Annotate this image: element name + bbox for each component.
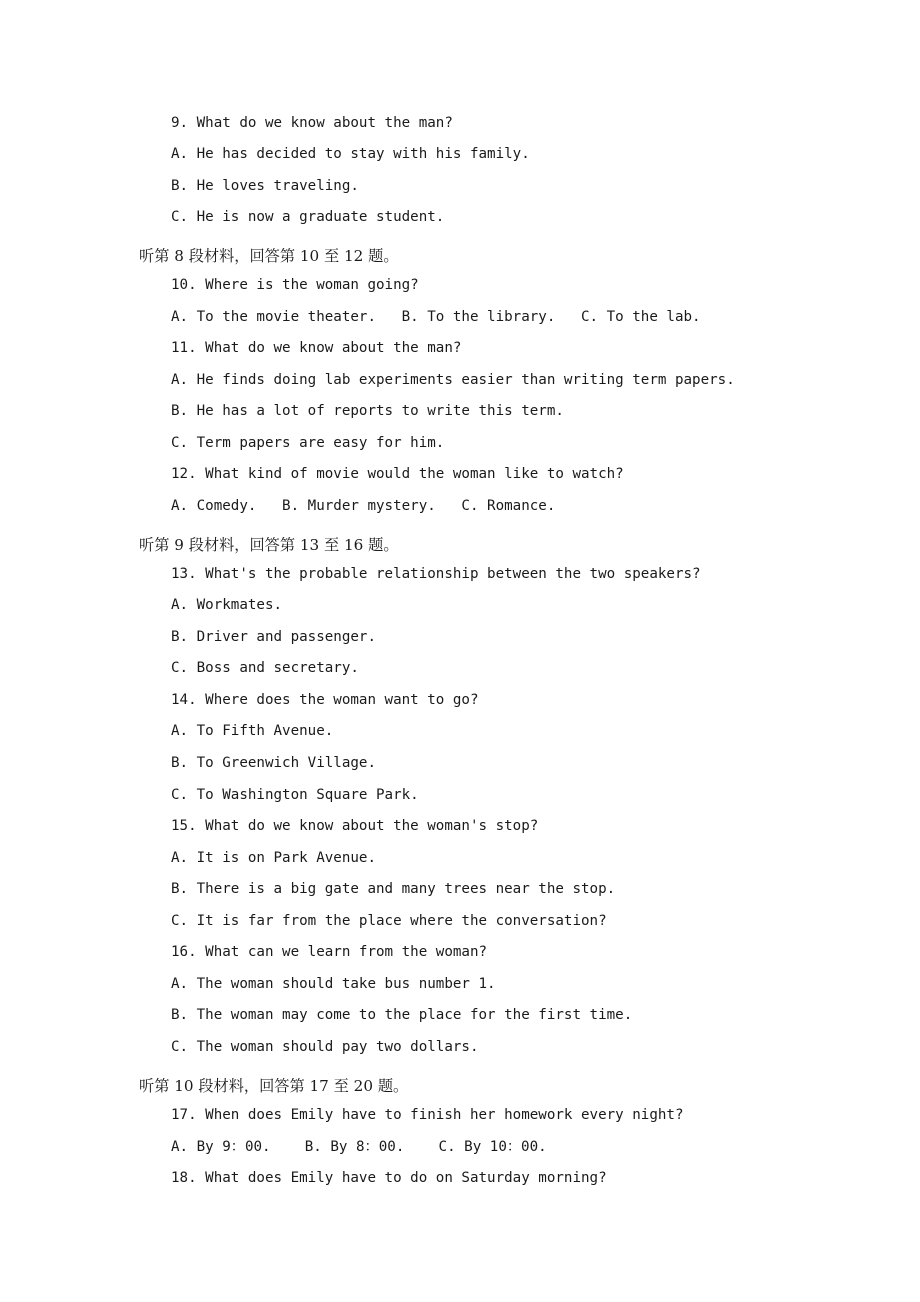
- section-heading-9: 听第 9 段材料，回答第 13 至 16 题。: [139, 536, 399, 554]
- question-15-option-c: C. It is far from the place where the conversation?: [171, 913, 607, 929]
- question-14: 14. Where does the woman want to go?: [171, 692, 479, 708]
- question-15: 15. What do we know about the woman's stop?: [171, 818, 539, 834]
- question-18: 18. What does Emily have to do on Saturday morning?: [171, 1170, 607, 1186]
- question-15-option-a: A. It is on Park Avenue.: [171, 850, 376, 866]
- question-9-option-c: C. He is now a graduate student.: [171, 209, 445, 225]
- question-9: 9. What do we know about the man?: [171, 115, 453, 131]
- question-13-option-b: B. Driver and passenger.: [171, 629, 376, 645]
- question-13: 13. What's the probable relationship between the two speakers?: [171, 566, 701, 582]
- question-12: 12. What kind of movie would the woman like to watch?: [171, 466, 624, 482]
- question-10-options: A. To the movie theater. B. To the library. C. To the lab.: [171, 309, 701, 325]
- question-13-option-a: A. Workmates.: [171, 597, 283, 613]
- question-16-option-a: A. The woman should take bus number 1.: [171, 976, 496, 992]
- question-16: 16. What can we learn from the woman?: [171, 944, 488, 960]
- section-heading-8: 听第 8 段材料，回答第 10 至 12 题。: [139, 247, 399, 265]
- question-17-options: A. By 9：00. B. By 8：00. C. By 10：00.: [171, 1139, 547, 1155]
- question-11-option-b: B. He has a lot of reports to write this term.: [171, 403, 564, 419]
- question-12-options: A. Comedy. B. Murder mystery. C. Romance.: [171, 498, 556, 514]
- question-11-option-a: A. He finds doing lab experiments easier than writing term papers.: [171, 372, 735, 388]
- question-14-option-a: A. To Fifth Avenue.: [171, 723, 334, 739]
- question-13-option-c: C. Boss and secretary.: [171, 660, 359, 676]
- question-9-option-a: A. He has decided to stay with his family.: [171, 146, 530, 162]
- section-heading-10: 听第 10 段材料，回答第 17 至 20 题。: [139, 1077, 409, 1095]
- question-11: 11. What do we know about the man?: [171, 340, 462, 356]
- question-17: 17. When does Emily have to finish her homework every night?: [171, 1107, 684, 1123]
- question-14-option-c: C. To Washington Square Park.: [171, 787, 419, 803]
- question-10: 10. Where is the woman going?: [171, 277, 419, 293]
- question-15-option-b: B. There is a big gate and many trees near the stop.: [171, 881, 616, 897]
- question-14-option-b: B. To Greenwich Village.: [171, 755, 376, 771]
- question-9-option-b: B. He loves traveling.: [171, 178, 359, 194]
- question-16-option-b: B. The woman may come to the place for the first time.: [171, 1007, 633, 1023]
- question-16-option-c: C. The woman should pay two dollars.: [171, 1039, 479, 1055]
- question-11-option-c: C. Term papers are easy for him.: [171, 435, 445, 451]
